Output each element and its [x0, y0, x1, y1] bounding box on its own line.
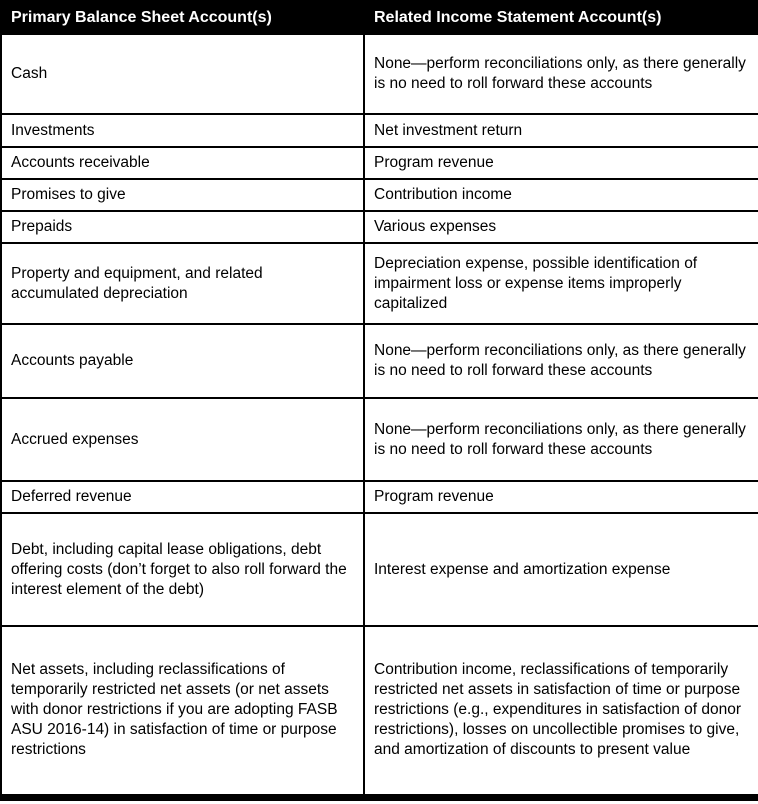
table-row — [1, 513, 758, 626]
table-row — [1, 34, 758, 114]
balance-sheet-cell: Accounts payable — [1, 324, 364, 398]
balance-sheet-cell: Deferred revenue — [1, 481, 364, 513]
income-statement-cell: None—perform reconciliations only, as there generally is no need to roll forward these accounts — [364, 398, 758, 481]
table-row — [1, 324, 758, 398]
income-statement-cell: Depreciation expense, possible identification of impairment loss or expense items improperly capitalized — [364, 243, 758, 324]
table-header-row — [1, 1, 758, 34]
balance-sheet-cell: Accounts receivable — [1, 147, 364, 179]
table-row — [1, 398, 758, 481]
income-statement-cell: Contribution income — [364, 179, 758, 211]
table-row — [1, 114, 758, 147]
table-row — [1, 243, 758, 324]
header-income-statement-accounts: Related Income Statement Account(s) — [364, 1, 758, 34]
income-statement-cell: None—perform reconciliations only, as there generally is no need to roll forward these accounts — [364, 324, 758, 398]
income-statement-cell: Interest expense and amortization expense — [364, 513, 758, 626]
balance-sheet-cell: Net assets, including reclassifications of temporarily restricted net assets (or net assets with donor restrictions if you are adopting FASB ASU 2016-14) in satisfaction of time or purpose restrictions — [1, 626, 364, 797]
balance-sheet-cell: Accrued expenses — [1, 398, 364, 481]
balance-sheet-cell: Prepaids — [1, 211, 364, 243]
table-row — [1, 211, 758, 243]
header-balance-sheet-accounts: Primary Balance Sheet Account(s) — [1, 1, 364, 34]
table-row — [1, 481, 758, 513]
balance-sheet-cell: Promises to give — [1, 179, 364, 211]
balance-sheet-cell: Property and equipment, and related accumulated depreciation — [1, 243, 364, 324]
balance-sheet-cell: Debt, including capital lease obligations, debt offering costs (don’t forget to also roll forward the interest element of the debt) — [1, 513, 364, 626]
balance-sheet-cell: Cash — [1, 34, 364, 114]
table-row — [1, 626, 758, 797]
income-statement-cell: Contribution income, reclassifications of temporarily restricted net assets in satisfaction of time or purpose restrictions (e.g., expenditures in satisfaction of donor restrictions), losses on uncollectible promises to give, and amortization of discounts to present value — [364, 626, 758, 797]
table-row — [1, 147, 758, 179]
balance-sheet-cell: Investments — [1, 114, 364, 147]
income-statement-cell: None—perform reconciliations only, as there generally is no need to roll forward these accounts — [364, 34, 758, 114]
income-statement-cell: Net investment return — [364, 114, 758, 147]
income-statement-cell: Program revenue — [364, 147, 758, 179]
table-row — [1, 179, 758, 211]
income-statement-cell: Various expenses — [364, 211, 758, 243]
income-statement-cell: Program revenue — [364, 481, 758, 513]
